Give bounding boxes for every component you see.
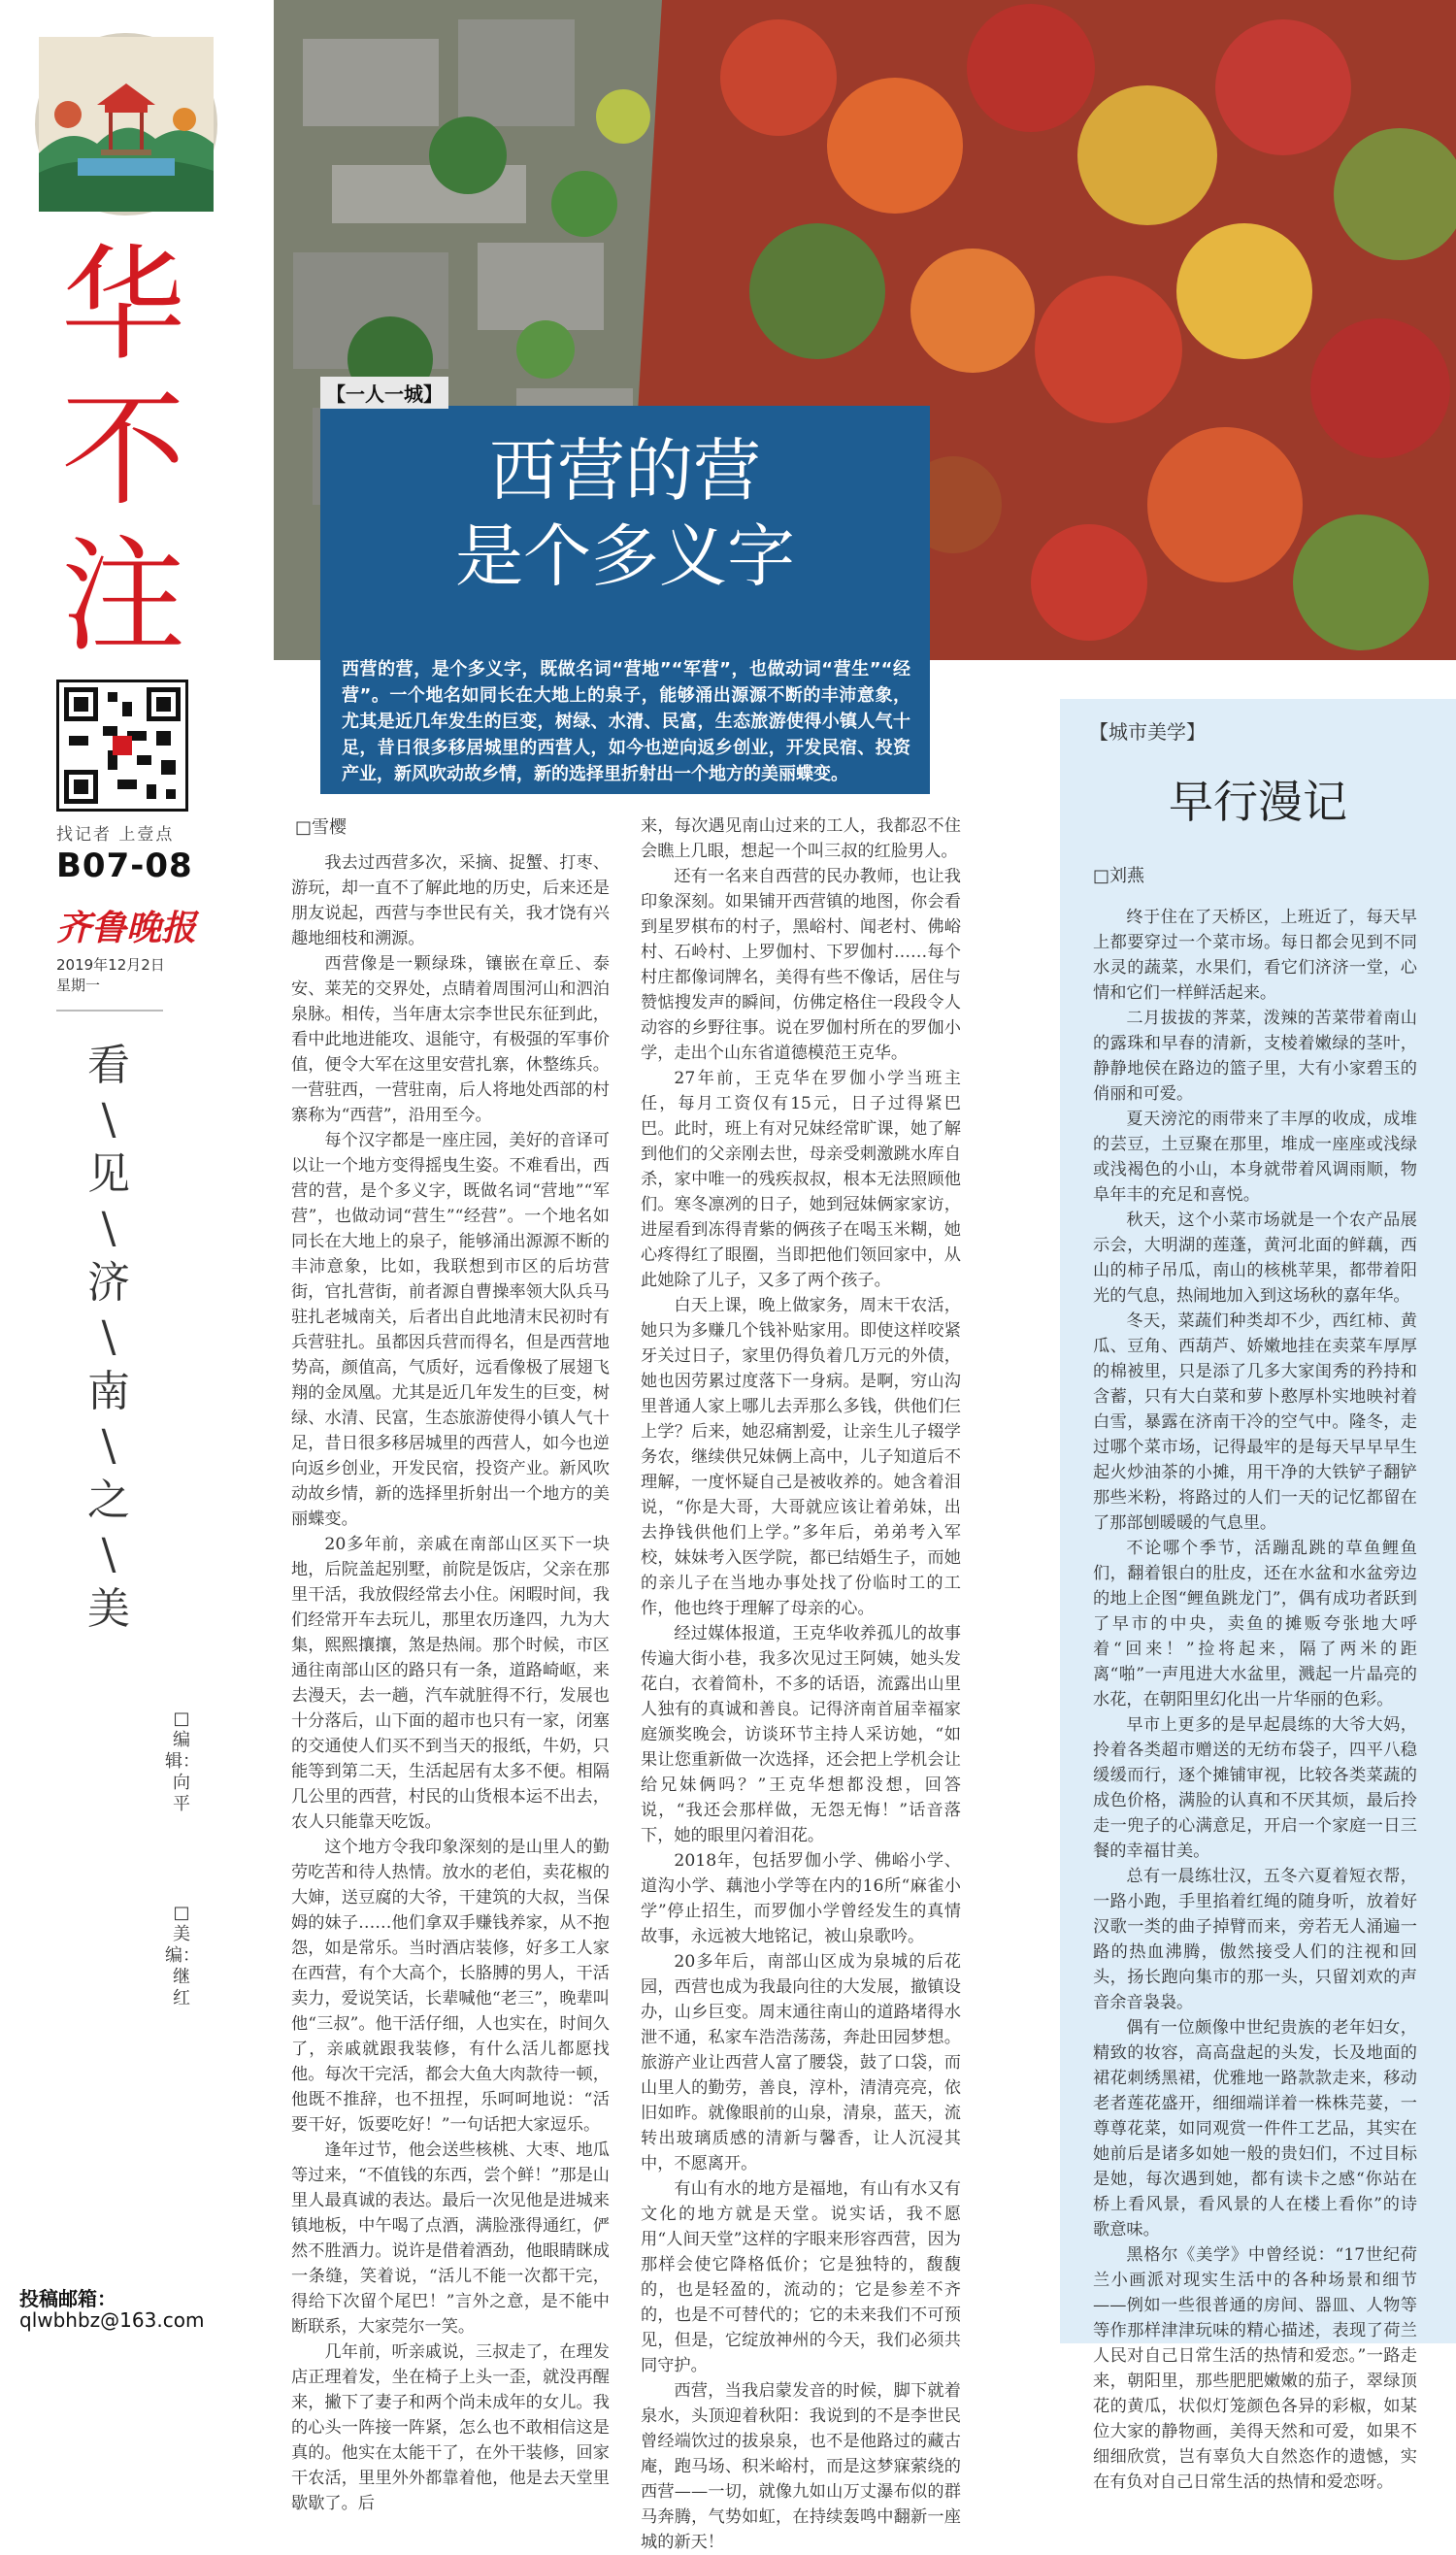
paragraph: 西营像是一颗绿珠，镶嵌在章丘、泰安、莱芜的交界处，点睛着周围河山和泗泊泉脉。相传，当年唐太宗李世民东征到此，看中此地进能攻、退能守，有极强的军事价值，便令大军在这里安营扎寨，休整练兵。一营驻西，一营驻南，后人将地处西部的村寨称为“西营”，沿用至今。	[291, 954, 610, 1125]
paragraph: 总有一晨练壮汉，五冬六夏着短衣帮，一路小跑，手里掐着红绳的随身听，放着好汉歌一类的曲子掉臂而来，旁若无人涌遍一路的热血沸腾，傲然接受人们的注视和回头，扬长跑向集市的那一头，只留刘欢的声音余音袅袅。	[1093, 1867, 1417, 2012]
feature-tag: 【一人一城】	[320, 377, 448, 409]
paragraph: 终于住在了天桥区，上班近了，每天早上都要穿过一个菜市场。每日都会见到不同水灵的蔬菜，水果们，看它们济济一堂，心情和它们一样鲜活起来。	[1093, 908, 1417, 1003]
paragraph: 我去过西营多次，采摘、捉蟹、打枣、游玩，却一直不了解此地的历史，后来还是朋友说起，西营与李世民有关，我才饶有兴趣地细枝和溯源。	[291, 853, 610, 948]
sidebar-byline: □刘燕	[1093, 866, 1145, 886]
issue-weekday: 星期一	[56, 977, 101, 994]
paragraph: 黑格尔《美学》中曾经说：“17世纪荷兰小画派对现实生活中的各种场景和细节——例如一些很普通的房间、器皿、人物等等作那样津津玩味的精心描述，表现了荷兰人民对自己日常生活的热情和爱恋。”一路走来，朝阳里，那些肥肥嫩嫩的茄子，翠绿顶花的黄瓜，状似灯笼颜色各异的彩椒，如某位大家的静物画，美得天然和可爱，如果不细细欣赏，岂有辜负大自然恣作的遗憾，实在有负对自己日常生活的热情和爱恋呀。	[1093, 2245, 1417, 2492]
paragraph: 白天上课，晚上做家务，周末干农活，她只为多赚几个钱补贴家用。即使这样咬紧牙关过日子，家里仍得负着几万元的外债，她也因劳累过度落下一身病。是啊，穷山沟里普通人家上哪儿去弄那么多钱，供他们仨上学？后来，她忍痛割爱，让亲生儿子辍学务农，继续供兄妹俩上高中，儿子知道后不理解，一度怀疑自己是被收养的。她含着泪说，“你是大哥，大哥就应该让着弟妹，出去挣钱供他们上学。”多年后，弟弟考入军校，妹妹考入医学院，都已结婚生子，而她的亲儿子在当地办事处找了份临时工的工作，他也终于理解了母亲的心。	[641, 1296, 961, 1618]
section-title: 华 不 注	[60, 233, 185, 669]
paragraph: 早市上更多的是早起晨练的大爷大妈，拎着各类超市赠送的无纺布袋子，四平八稳缓缓而行，逐个摊铺审视，比较各类菜蔬的成色价格，满脸的认真和不厌其烦，最后拎走一兜子的心满意足，开启一个家庭一日三餐的幸福甘美。	[1093, 1715, 1417, 1861]
paragraph: 来，每次遇见南山过来的工人，我都忍不住会瞧上几眼，想起一个叫三叔的红脸男人。	[641, 816, 961, 861]
article-deck: 西营的营，是个多义字，既做名词“营地”“军营”，也做动词“营生”“经营”。一个地名如同长在大地上的泉子，能够涌出源源不断的丰沛意象，尤其是近几年发生的巨变，树绿、水清、民富，生态旅游使得小镇人气十足，昔日很多移居城里的西营人，如今也逆向返乡创业，开发民宿、投资产业，新风吹动故乡情，新的选择里折射出一个地方的美丽蝶变。	[342, 659, 910, 784]
paragraph: 逢年过节，他会送些核桃、大枣、地瓜等过来，“不值钱的东西，尝个鲜！”那是山里人最真诚的表达。最后一次见他是进城来镇地板，中午喝了点酒，满脸涨得通红，俨然不胜酒力。说许是借着酒劲，他眼睛眯成一条缝，笑着说，“活儿不能一次都干完，得给下次留个尾巴！”言外之意，是不能中断联系，大家莞尔一笑。	[291, 2140, 610, 2337]
sidebar-column	[1093, 905, 1417, 2492]
paragraph: 2018年，包括罗伽小学、佛峪小学、道沟小学、藕池小学等在内的16所“麻雀小学”停止招生，而罗伽小学曾经发生的真情故事，永远被大地铭记，被山泉歌吟。	[641, 1851, 961, 1946]
sidebar-title: 早行漫记	[1169, 776, 1347, 828]
article-byline: □雪樱	[295, 817, 347, 838]
divider	[56, 1010, 163, 1012]
qr-caption: 找记者 上壹点	[56, 825, 175, 845]
issue-date: 2019年12月2日	[56, 956, 165, 974]
article-column-1	[291, 850, 610, 2513]
column-name: 看 \ 见 \ 济 \ 南 \ 之 \ 美	[87, 1041, 130, 1634]
paragraph: 每个汉字都是一座庄园，美好的音译可以让一个地方变得摇曳生姿。不难看出，西营的营，是个多义字，既做名词“营地”“军营”，也做动词“营生”“经营”。一个地名如同长在大地上的泉子，能够涌出源源不断的丰沛意象，比如，我联想到市区的后坊营街，官扎营街，前者源自曹操率领大队兵马驻扎老城南关，后者出自此地清末民初时有兵营驻扎。虽都因兵营而得名，但是西营地势高，颜值高，气质好，远看像极了展翅飞翔的金凤凰。尤其是近几年发生的巨变，树绿、水清、民富，生态旅游使得小镇人气十足，昔日很多移居城里的西营人，如今也逆向返乡创业，开发民宿，投资产业。新风吹动故乡情，新的选择里折射出一个地方的美丽蝶变。	[291, 1131, 610, 1529]
paragraph: 几年前，听亲戚说，三叔走了，在理发店正理着发，坐在椅子上头一歪，就没再醒来，撇下了妻子和两个尚未成年的女儿。我的心头一阵接一阵紧，怎么也不敢相信这是真的。他实在太能干了，在外干装修，回家干农活，里里外外都靠着他，他是去天堂里歇歇了。后	[291, 2342, 610, 2513]
paragraph: 20多年后，南部山区成为泉城的后花园，西营也成为我最向往的大发展，撤镇设办，山乡巨变。周末通往南山的道路堵得水泄不通，私家车浩浩荡荡，奔赴田园梦想。旅游产业让西营人富了腰袋，鼓了口袋，而山里人的勤劳，善良，淳朴，清清亮亮，依旧如昨。就像眼前的山泉，清泉，蓝天，流转出玻璃质感的清新与馨香，让人沉浸其中，不愿离开。	[641, 1952, 961, 2173]
qr-code-icon[interactable]	[56, 680, 188, 812]
paragraph: 还有一名来自西营的民办教师，也让我印象深刻。如果铺开西营镇的地图，你会看到星罗棋布的村子，黑峪村、闻老村、佛峪村、石岭村、上罗伽村、下罗伽村……每个村庄都像词牌名，美得有些不像话，居住与赞惦搜发声的瞬间，仿佛定格住一段段令人动容的乡野往事。说在罗伽村所在的罗伽小学，走出个山东省道德模范王克华。	[641, 867, 961, 1063]
paragraph: 偶有一位颇像中世纪贵族的老年妇女，精致的妆容，高高盘起的头发，长及地面的裙花刺绣黑裙，优雅地一路款款走来，移动老者莲花盛开，细细端详着一株株芫荽，一尊尊花菜，如同观赏一件件工艺品，其实在她前后是诸多如她一般的贵妇们，不过目标是她，每次遇到她，都有读卡之感“你站在桥上看风景，看风景的人在楼上看你”的诗歌意味。	[1093, 2018, 1417, 2240]
pavilion-logo-icon	[35, 33, 217, 216]
editor-credit: □编辑：向平	[165, 1709, 200, 1814]
headline-line-1: 西营的营	[489, 431, 761, 511]
paragraph: 20多年前，亲戚在南部山区买下一块地，后院盖起别墅，前院是饭店，父亲在那里干活，我放假经常去小住。闲暇时间，我们经常开车去玩儿，那里农历逢四，九为大集，熙熙攘攘，煞是热闹。那个时候，市区通往南部山区的路只有一条，道路崎岖，来去漫天，去一趟，汽车就脏得不行，发展也十分落后，山下面的超市也只有一家，闭塞的交通使人们买不到当天的报纸，牛奶，只能等到第二天，生活起居有太多不便。相隔几公里的西营，村民的山货根本运不出去，农人只能靠天吃饭。	[291, 1535, 610, 1832]
paragraph: 这个地方令我印象深刻的是山里人的勤劳吃苦和待人热情。放水的老伯，卖花椒的大婶，送豆腐的大爷，干建筑的大叔，当保姆的妹子……他们拿双手赚钱养家，从不抱怨，如是常乐。当时酒店装修，好多工人家在西营，有个大高个，长胳膊的男人，干活卖力，爱说笑话，长辈喊他“老三”，晚辈叫他“三叔”。他干活仔细，人也实在，时间久了，亲戚就跟我装修，有什么活儿都愿找他。每次干完活，都会大鱼大肉款待一顿，他既不推辞，也不扭捏，乐呵呵地说：“活要干好，饭要吃好！”一句话把大家逗乐。	[291, 1838, 610, 2135]
paragraph: 经过媒体报道，王克华收养孤儿的故事传遍大街小巷，我多次见过王阿姨，她头发花白，衣着简朴，不多的话语，流露出山里人独有的真诚和善良。记得济南首届幸福家庭颁奖晚会，访谈环节主持人采访她，“如果让您重新做一次选择，还会把上学机会让给兄妹俩吗？”王克华想都没想，回答说，“我还会那样做，无怨无悔！”话音落下，她的眼里闪着泪花。	[641, 1624, 961, 1845]
paragraph: 27年前，王克华在罗伽小学当班主任，每月工资仅有15元，日子过得紧巴巴。此时，班上有对兄妹经常旷课，她了解到他们的父亲刚去世，母亲受刺激跳水库自杀，家中唯一的残疾叔叔，根本无法照顾他们。寒冬凛冽的日子，她到冠妹俩家家访，进屋看到冻得青紫的俩孩子在喝玉米糊，她心疼得红了眼圈，当即把他们领回家中，从此她除了儿子，又多了两个孩子。	[641, 1069, 961, 1290]
paragraph: 夏天滂沱的雨带来了丰厚的收成，成堆的芸豆，土豆聚在那里，堆成一座座或浅绿或浅褐色的小山，本身就带着风调雨顺，物阜年丰的充足和喜悦。	[1093, 1110, 1417, 1205]
headline-line-2: 是个多义字	[455, 516, 795, 596]
paragraph: 有山有水的地方是福地，有山有水又有文化的地方就是天堂。说实话，我不愿用“人间天堂”这样的字眼来形容西营，因为那样会使它降格低价；它是独特的，馥馥的，也是轻盈的，流动的；它是参差不齐的，也是不可替代的；它的未来我们不可预见，但是，它绽放神州的今天，我们必须共同守护。	[641, 2179, 961, 2375]
article-column-2	[641, 813, 961, 2552]
page-code: B07-08	[56, 846, 193, 885]
sidebar-tag: 【城市美学】	[1089, 720, 1206, 744]
paragraph: 不论哪个季节，活蹦乱跳的草鱼鲤鱼们，翻着银白的肚皮，还在水盆和水盆旁边的地上企图“鲤鱼跳龙门”，偶有成功者跃到了早市的中央，卖鱼的摊贩夸张地大呼着“回来！”捡将起来，隔了两米的距离“啪”一声甩进大水盆里，溅起一片晶亮的水花，在朝阳里幻化出一片华丽的色彩。	[1093, 1539, 1417, 1709]
paragraph: 二月拔拔的荠菜，泼辣的苦菜带着南山的露珠和早春的清新，支棱着嫩绿的茎叶，静静地侯在路边的篮子里，大有小家碧玉的俏丽和可爱。	[1093, 1009, 1417, 1104]
newspaper-name: 齐鲁晚报	[56, 908, 197, 948]
paragraph: 秋天，这个小菜市场就是一个农产品展示会，大明湖的莲蓬，黄河北面的鲜藕，西山的柿子吊瓜，南山的核桃苹果，都带着阳光的气息，热闹地加入到这场秋的嘉年华。	[1093, 1211, 1417, 1306]
paragraph: 西营，当我启蒙发音的时候，脚下就着泉水，头顶迎着秋阳：我说到的不是李世民曾经端饮过的拔泉泉，也不是他路过的藏古庵，跑马场、积米峪村，而是这梦寐萦绕的西营——一切，就像九如山万丈瀑布似的群马奔腾，气势如虹，在持续轰鸣中翻新一座城的新天！	[641, 2381, 961, 2552]
submission-email[interactable]: qlwbhbz@163.com	[19, 2308, 205, 2332]
paragraph: 冬天，菜蔬们种类却不少，西红柿、黄瓜、豆角、西葫芦、娇嫩地挂在卖菜车厚厚的棉被里，只是添了几多大家闺秀的矜持和含蓄，只有大白菜和萝卜憨厚朴实地映衬着白雪，暴露在济南干冷的空气中。隆冬，走过哪个菜市场，记得最牢的是每天早早早生起火炒油茶的小摊，用干净的大铁铲子翻铲那些米粉，将路过的人们一天的记忆都留在了那部刨暖暖的气息里。	[1093, 1311, 1417, 1533]
submission-label: 投稿邮箱：	[19, 2287, 116, 2310]
art-editor-credit: □美编：继红	[165, 1903, 200, 2008]
